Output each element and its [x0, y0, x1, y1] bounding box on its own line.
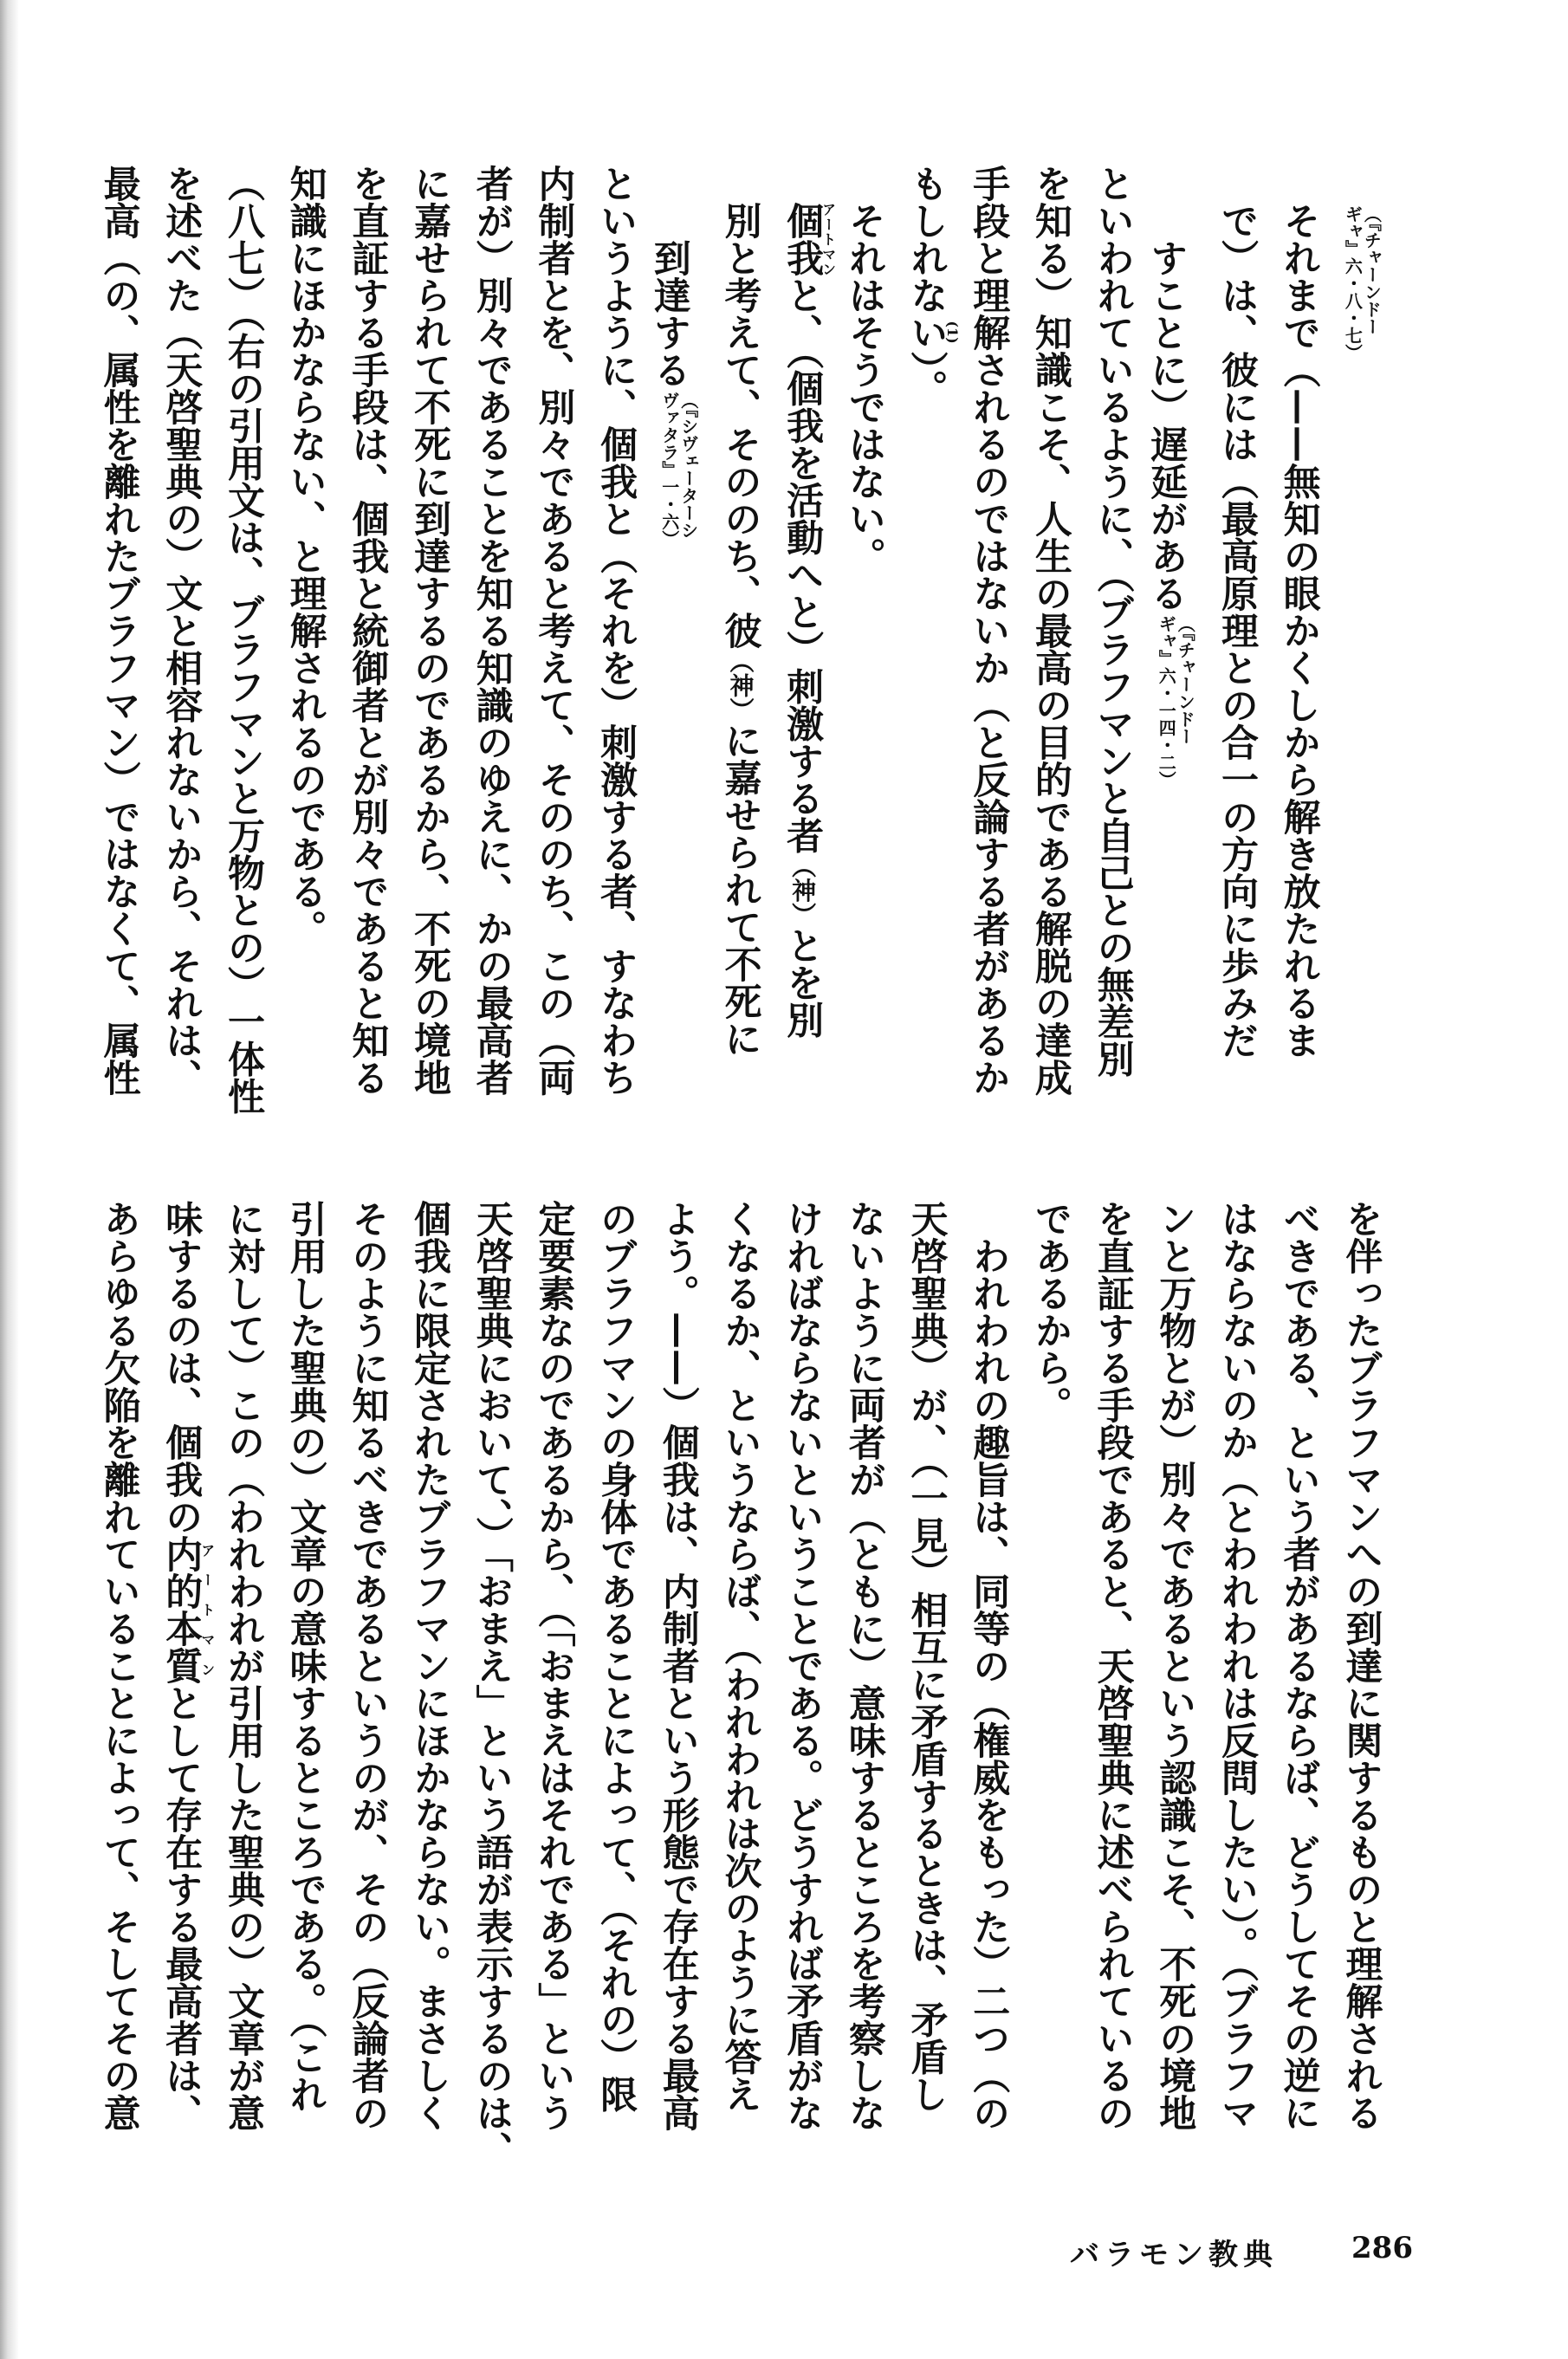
text-column: [782, 165, 845, 1039]
text-run: （八七）（右の引用文は、ブラフマンと万物との）一体性: [221, 165, 265, 1115]
upper-text-block: [97, 165, 1403, 1115]
ruby-base: 内的本質: [159, 1535, 204, 1684]
text-run: といわれているように、（ブラフマンと自己との無差別: [1091, 165, 1135, 1078]
text-run: 最高（の、属性を離れたブラフマン）ではなくて、属性: [97, 165, 141, 1096]
text-run: べきである、という者があるならば、どうしてその逆に: [1277, 1200, 1321, 2131]
text-column: [1217, 1200, 1280, 2131]
text-column: [1217, 165, 1280, 1059]
text-run: と、（個我を活動へと）刺激する者: [781, 276, 825, 854]
text-run: というように、個我と（それを）刺激する者、すなわち: [594, 165, 638, 1096]
text-column: [221, 165, 286, 1115]
text-run: 定要素なのであるから、（「おまえはそれである」という: [532, 1200, 576, 2131]
text-run: を伴ったブラフマンへの到達に関するものと理解される: [1339, 1200, 1383, 2131]
text-column: [97, 165, 162, 1096]
ruby-base: 個我: [781, 202, 825, 276]
citation-line: （『シヴェーターシ: [677, 392, 699, 539]
running-title: バラモン教典: [1070, 2238, 1278, 2272]
text-column: [842, 1200, 907, 2131]
citation-line: ギャ』六・八・七）: [1342, 205, 1364, 361]
text-run: として存在する最高者は、: [159, 1684, 204, 2131]
text-run: 手段と理解されるのではないか（と反論する者があるか: [967, 165, 1011, 1096]
text-column: [969, 1200, 1031, 2131]
text-column: [842, 165, 907, 574]
text-column: [534, 1200, 596, 2131]
text-column: [161, 1200, 224, 2131]
text-run: 天啓聖典）が、（一見）相互に矛盾するときは、矛盾し: [904, 1200, 949, 2113]
text-column: [1155, 1200, 1217, 2131]
text-run: のブラフマンの身体であることによって、（それの）限: [594, 1200, 638, 2113]
citation-note: [1157, 615, 1195, 788]
lower-text-block: [97, 1200, 1403, 2168]
text-run: われわれの趣旨は、同等の（権威をもった）二つ（の: [967, 1237, 1011, 2131]
deity-gloss: （神）: [788, 853, 818, 927]
text-run: それはそうではない。: [842, 202, 886, 574]
text-column: [969, 165, 1031, 1096]
text-run: ないように両者が（ともに）意味するところを考察しな: [842, 1200, 886, 2131]
text-run: を直証する手段であると、天啓聖典に述べられているの: [1091, 1200, 1135, 2131]
text-run: はならないのか（とわれわれは反問したい）。（ブラフマ: [1215, 1200, 1259, 2131]
ruby-base: い: [904, 314, 949, 351]
ruby-word: [904, 314, 961, 351]
text-column: [97, 1200, 162, 2131]
citation-line: （『チャーンドー: [1361, 205, 1383, 335]
ruby-reading: アートマン: [198, 1535, 216, 1684]
text-column: [534, 165, 596, 1096]
text-column: [1093, 1200, 1156, 2131]
citation-note: [1343, 205, 1381, 361]
citation-line: （『チャーンドー: [1175, 615, 1196, 745]
deity-gloss: （神）: [726, 649, 755, 722]
text-column: [1277, 1200, 1342, 2131]
text-run: すことに）遅延がある: [1144, 239, 1189, 612]
text-column: [596, 1200, 658, 2113]
text-run: 天啓聖典において、）「おまえ」という語が表示するのは、: [470, 1200, 514, 2168]
text-run: を知る）知識こそ、人生の最高の目的である解脱の達成: [1028, 165, 1072, 1096]
text-column: [647, 165, 721, 551]
text-run: それまで（——無知の眼かくしから解き放たれるま: [1277, 202, 1321, 1059]
text-column: [1341, 1200, 1403, 2131]
text-column: [720, 165, 782, 1057]
ruby-reading: (1): [944, 314, 961, 351]
text-run: ）。: [904, 351, 949, 407]
text-column: [347, 165, 410, 1096]
text-column: [904, 165, 969, 407]
text-run: に対して）この（われわれが引用した聖典の）文章が意: [221, 1200, 265, 2131]
text-run: ければならないということである。どうすれば矛盾がな: [781, 1200, 825, 2131]
text-column: [720, 1200, 782, 2113]
text-column: [221, 1200, 286, 2131]
text-column: [347, 1200, 410, 2131]
text-run: 内制者とを、別々であると考えて、そののち、この（両: [532, 165, 576, 1096]
citation-line: ギャ』六・一四・二）: [1156, 615, 1177, 788]
text-run: 個我に限定されたブラフマンにほかならない。まさしく: [408, 1200, 451, 2131]
text-run: であるから。: [1028, 1200, 1072, 1423]
text-column: [283, 165, 348, 947]
ruby-reading: アートマン: [820, 202, 837, 276]
scan-edge-shadow: [0, 0, 19, 2359]
text-column: [1028, 165, 1093, 1096]
text-run: 到達する: [647, 239, 691, 388]
text-run: そのように知るべきであるというのが、その（反論者の: [346, 1200, 390, 2131]
text-column: [472, 1200, 535, 2168]
text-column: [782, 1200, 845, 2131]
text-run: 知識にほかならない、と理解されるのである。: [283, 165, 327, 947]
text-column: [658, 1200, 721, 2131]
text-column: [1341, 165, 1403, 365]
text-run: 味するのは、個我の: [159, 1200, 204, 1535]
text-run: よう。——）個我は、内制者という形態で存在する最高: [656, 1200, 700, 2131]
text-run: で）は、彼には（最高原理との合一の方向に歩みだ: [1215, 202, 1259, 1059]
text-run: 引用した聖典の）文章の意味するところである。（これ: [283, 1200, 327, 2113]
text-run: 者が）別々であることを知る知識のゆえに、かの最高者: [470, 165, 514, 1096]
text-column: [904, 1200, 969, 2113]
page-number: 286: [1351, 2231, 1413, 2265]
text-column: [1028, 1200, 1093, 1423]
text-run: 別と考えて、そののち、彼: [718, 202, 762, 649]
text-column: [161, 165, 224, 1096]
text-run: に嘉せられて不死に: [718, 722, 762, 1057]
text-column: [283, 1200, 348, 2113]
citation-line: ヴァタラ』一・六）: [658, 392, 680, 548]
ruby-word: [781, 202, 837, 276]
text-run: に嘉せられて不死に到達するのであるから、不死の境地: [408, 165, 451, 1096]
text-column: [410, 165, 472, 1096]
text-run: もしれな: [904, 165, 949, 314]
text-run: を直証する手段は、個我と統御者とが別々であると知る: [346, 165, 390, 1096]
ruby-word: [159, 1535, 216, 1684]
text-run: とを別: [781, 926, 825, 1039]
text-column: [472, 165, 535, 1096]
text-run: ンと万物とが）別々であるという認識こそ、不死の境地: [1153, 1200, 1197, 2131]
text-run: を述べた（天啓聖典の）文と相容れないから、それは、: [159, 165, 204, 1096]
citation-note: [660, 392, 698, 548]
text-run: くなるか、というならば、（われわれは次のように答え: [718, 1200, 762, 2113]
text-column: [410, 1200, 472, 2131]
text-column: [1144, 165, 1217, 792]
text-run: あらゆる欠陥を離れていることによって、そしてその意: [97, 1200, 141, 2131]
